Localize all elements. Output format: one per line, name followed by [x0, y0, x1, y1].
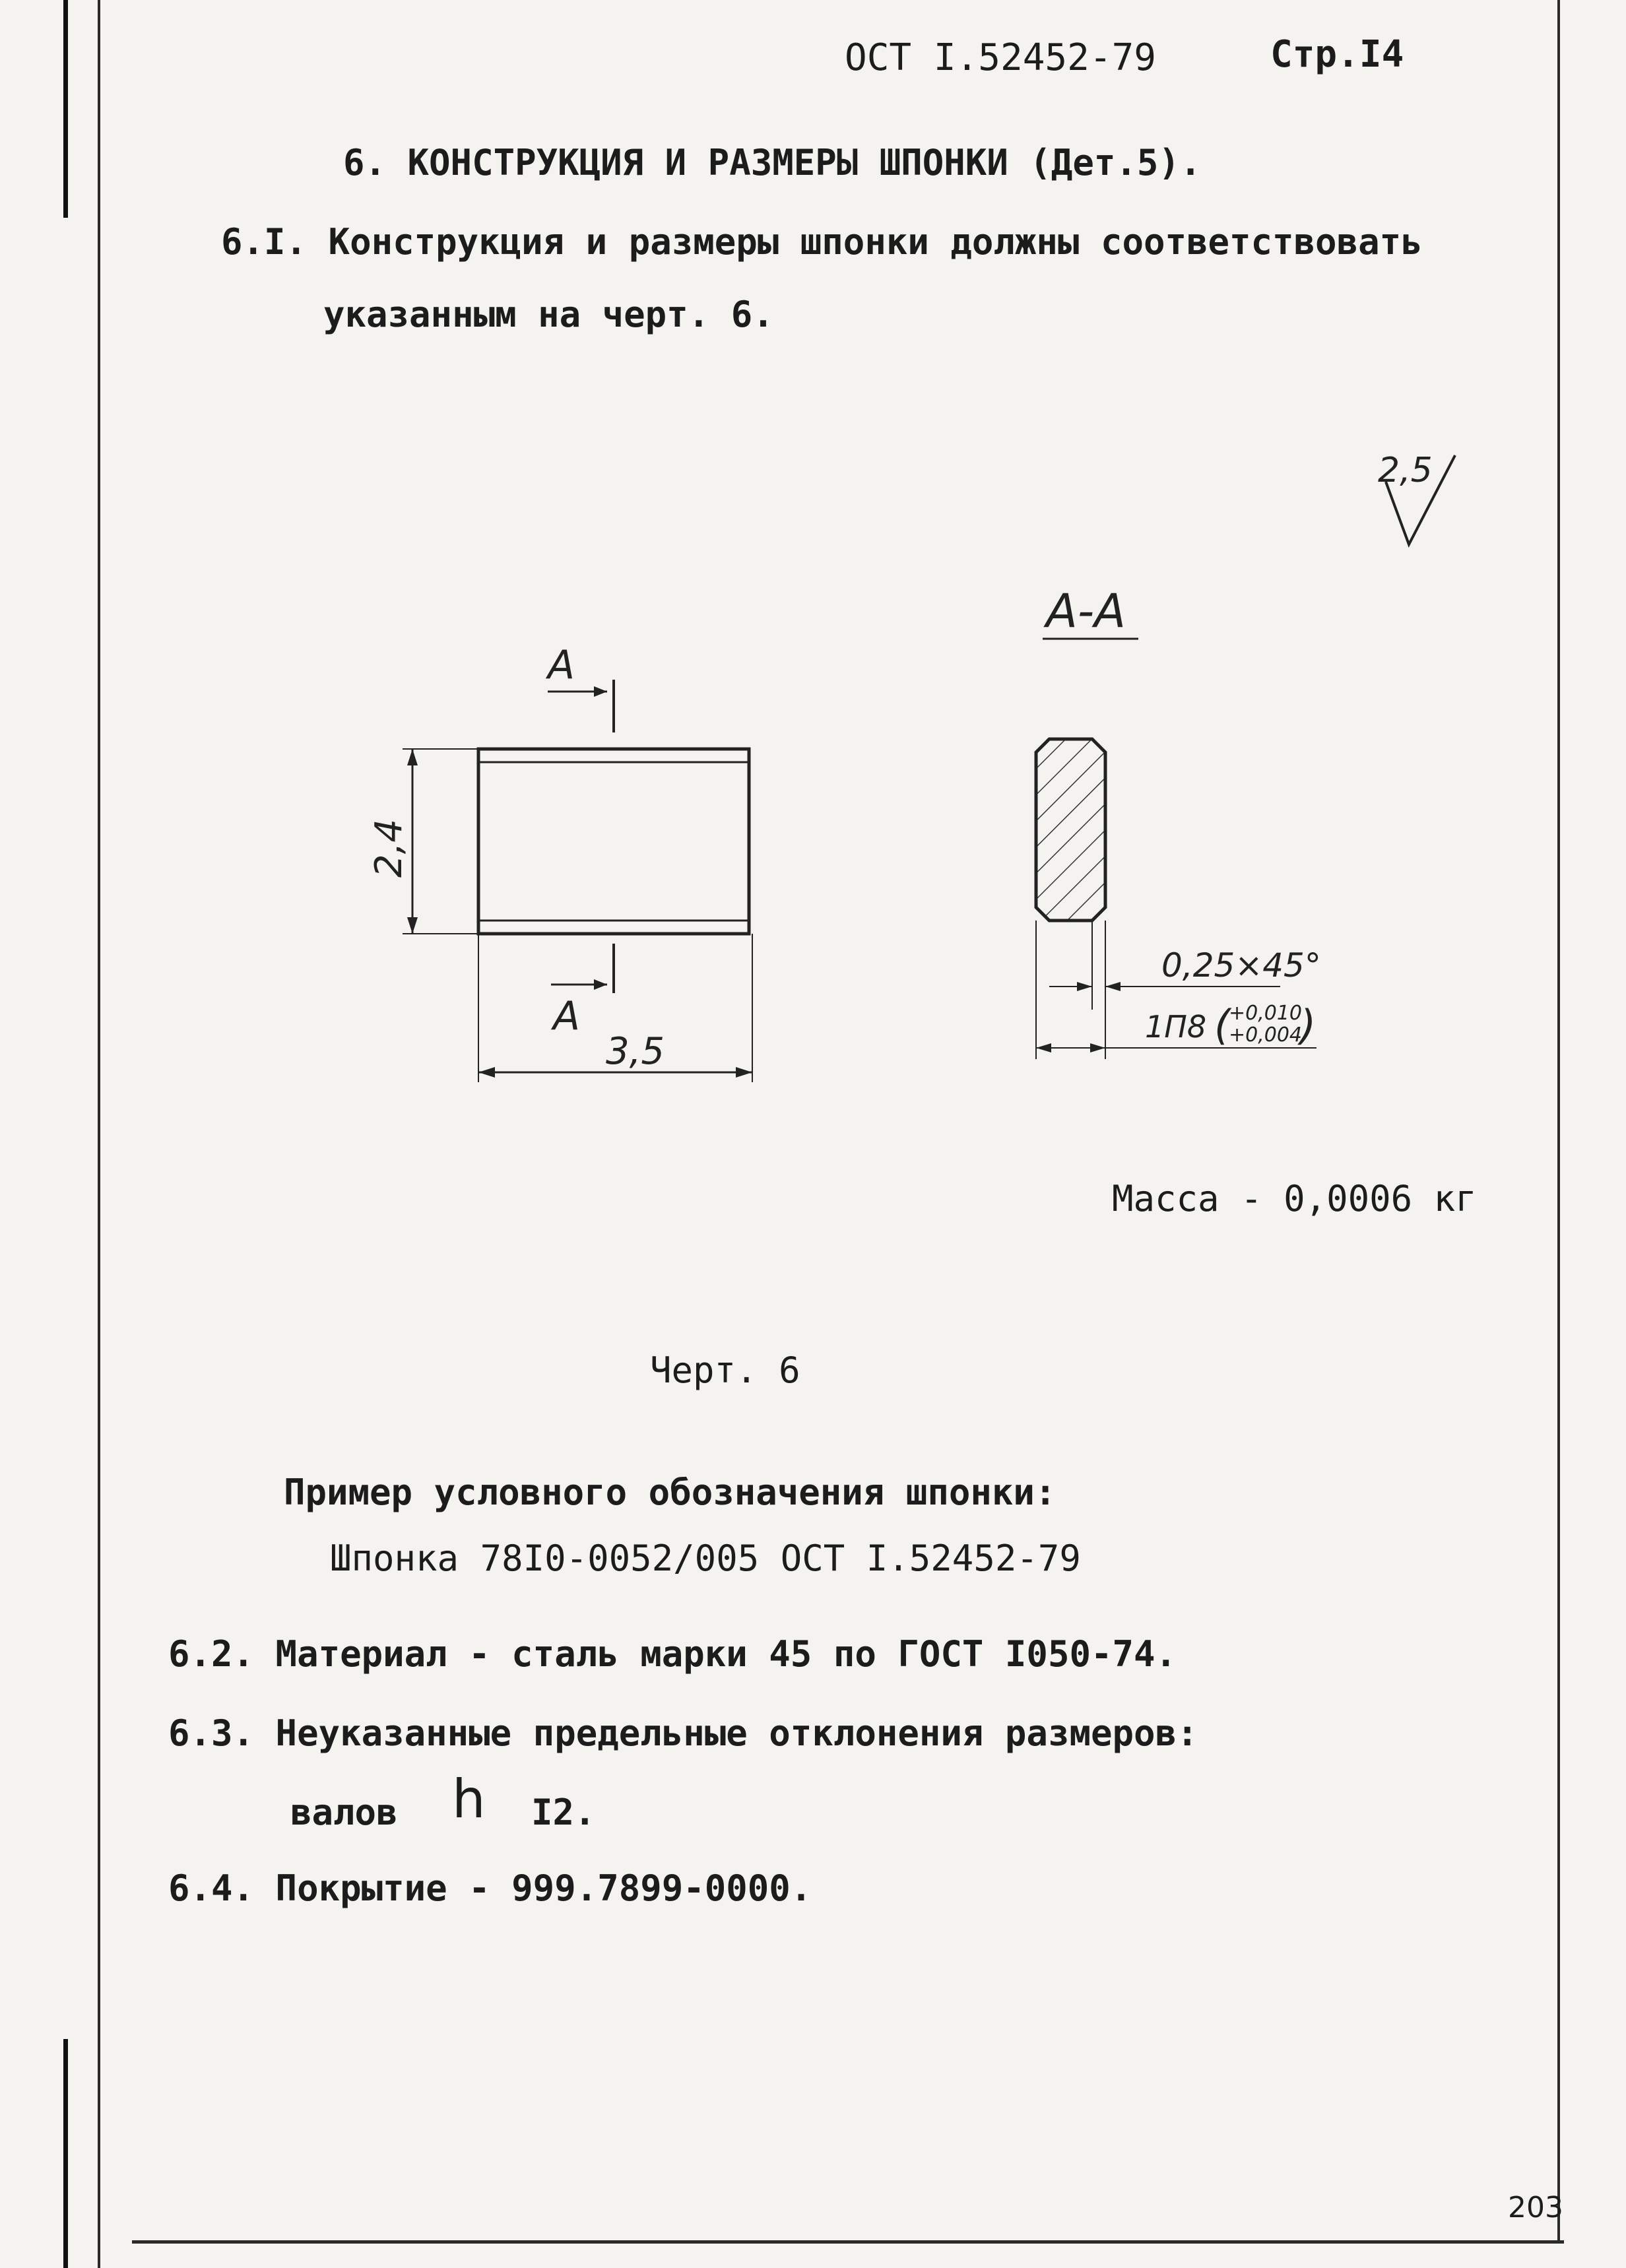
frame-bottom-border [132, 2240, 1564, 2244]
section-cut-bottom [550, 944, 614, 1039]
binder-mark-top [63, 0, 68, 218]
length-dimension [478, 934, 752, 1082]
paragraph-6-1-line2: указанным на черт. 6. [323, 294, 774, 335]
section-title: 6. КОНСТРУКЦИЯ И РАЗМЕРЫ ШПОНКИ (Дет.5). [343, 142, 1202, 183]
tolerance-lower: +0,004 [1229, 1023, 1303, 1047]
technical-drawing [330, 429, 1518, 1155]
section-cut-top [545, 642, 614, 732]
mass-label: Масса - 0,0006 кг [1112, 1178, 1477, 1219]
frame-right-border [1557, 0, 1560, 2244]
paragraph-6-2: 6.2. Материал - сталь марки 45 по ГОСТ І050-74. [168, 1633, 1177, 1675]
key-front-view [478, 749, 749, 934]
height-value: 2,4 [368, 818, 410, 878]
cut-label-bottom: А [553, 993, 581, 1039]
doc-code: ОСТ І.52452-79 [845, 36, 1157, 79]
example-designation: Шпонка 78І0-0052/005 ОСТ І.52452-79 [330, 1538, 1081, 1579]
chamfer-value: 0,25×45° [1161, 946, 1321, 985]
paragraph-6-3-h: h [452, 1768, 486, 1830]
page-number: 203 [1508, 2191, 1563, 2224]
fit-base: 1П8 [1145, 1009, 1207, 1045]
cut-label-top: А [548, 642, 575, 688]
paren-close: ) [1300, 1001, 1317, 1049]
paragraph-6-3-line1: 6.3. Неуказанные предельные отклонения размеров: [168, 1712, 1198, 1754]
section-view-label [1043, 584, 1138, 639]
thickness-dimension [1036, 1001, 1317, 1053]
example-title: Пример условного обозначения шпонки: [284, 1472, 1057, 1513]
height-dimension [368, 749, 478, 934]
key-section-view [1036, 739, 1105, 1059]
chamfer-dimension [1049, 946, 1321, 991]
paragraph-6-4: 6.4. Покрытие - 999.7899-0000. [168, 1867, 812, 1909]
binder-mark-bottom [63, 2039, 68, 2268]
roughness-symbol [1378, 451, 1455, 544]
paragraph-6-1-line1: 6.І. Конструкция и размеры шпонки должны соответствовать [221, 221, 1423, 263]
paren-open: ( [1214, 1001, 1231, 1049]
page-label: Стр.І4 [1270, 33, 1404, 76]
drawing-caption: Черт. 6 [650, 1349, 800, 1391]
paragraph-6-3-grade: І2. [531, 1792, 596, 1833]
paragraph-6-3-shafts: валов [290, 1792, 398, 1833]
roughness-value: 2,5 [1378, 451, 1433, 490]
tolerance-upper: +0,010 [1229, 1002, 1303, 1025]
length-value: 3,5 [606, 1030, 665, 1073]
section-title-label: А-А [1046, 584, 1126, 638]
frame-left-border [98, 0, 100, 2268]
